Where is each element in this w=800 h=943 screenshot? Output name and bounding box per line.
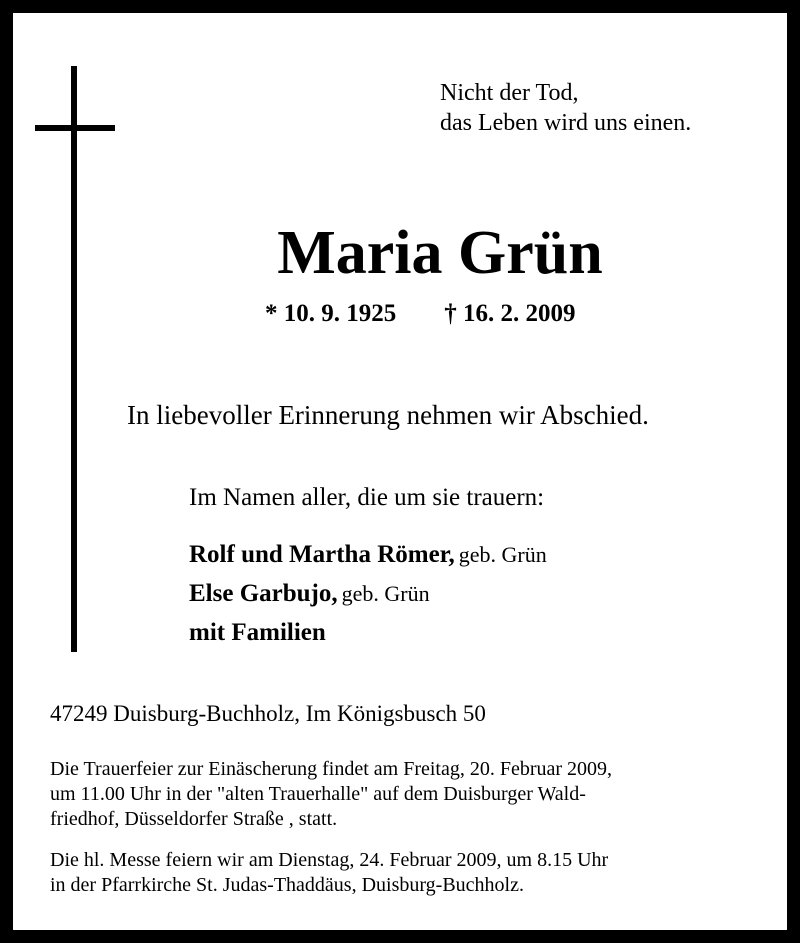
ceremony-line: Die Trauerfeier zur Einäscherung findet am Freitag, 20. Februar 2009, (50, 758, 613, 780)
cross-icon-bar (35, 125, 115, 131)
motto-line-1: Nicht der Tod, (440, 80, 579, 106)
mass-line: in der Pfarrkirche St. Judas-Thaddäus, Duisburg-Buchholz. (50, 874, 524, 896)
mourner-row (189, 615, 547, 654)
ceremony-line: um 11.00 Uhr in der "alten Trauerhalle" auf dem Duisburger Wald- (50, 783, 586, 805)
ceremony-paragraph (50, 757, 750, 832)
deceased-name: Maria Grün (277, 219, 603, 287)
death-date: † 16. 2. 2009 (444, 300, 576, 327)
motto (440, 78, 691, 138)
motto-line-2: das Leben wird uns einen. (440, 110, 692, 136)
mourners-list (189, 537, 547, 654)
mass-line: Die hl. Messe feiern wir am Dienstag, 24. Februar 2009, um 8.15 Uhr (50, 849, 609, 871)
ceremony-line: friedhof, Düsseldorfer Straße , statt. (50, 808, 338, 830)
mourner-name: Else Garbujo, (189, 580, 338, 607)
life-dates (265, 300, 576, 328)
mourner-row (189, 576, 547, 615)
mourner-name: mit Familien (189, 619, 326, 646)
mourner-note: geb. Grün (458, 542, 547, 567)
mourner-name: Rolf und Martha Römer, (189, 541, 455, 568)
mourners-intro: Im Namen aller, die um sie trauern: (189, 484, 545, 511)
birth-date: * 10. 9. 1925 (265, 300, 397, 327)
mourner-note: geb. Grün (341, 581, 430, 606)
mass-paragraph (50, 848, 750, 898)
mourner-row (189, 537, 547, 576)
cross-icon (71, 66, 77, 652)
address: 47249 Duisburg-Buchholz, Im Königsbusch 50 (50, 701, 486, 726)
remembrance-text: In liebevoller Erinnerung nehmen wir Abschied. (127, 400, 649, 430)
